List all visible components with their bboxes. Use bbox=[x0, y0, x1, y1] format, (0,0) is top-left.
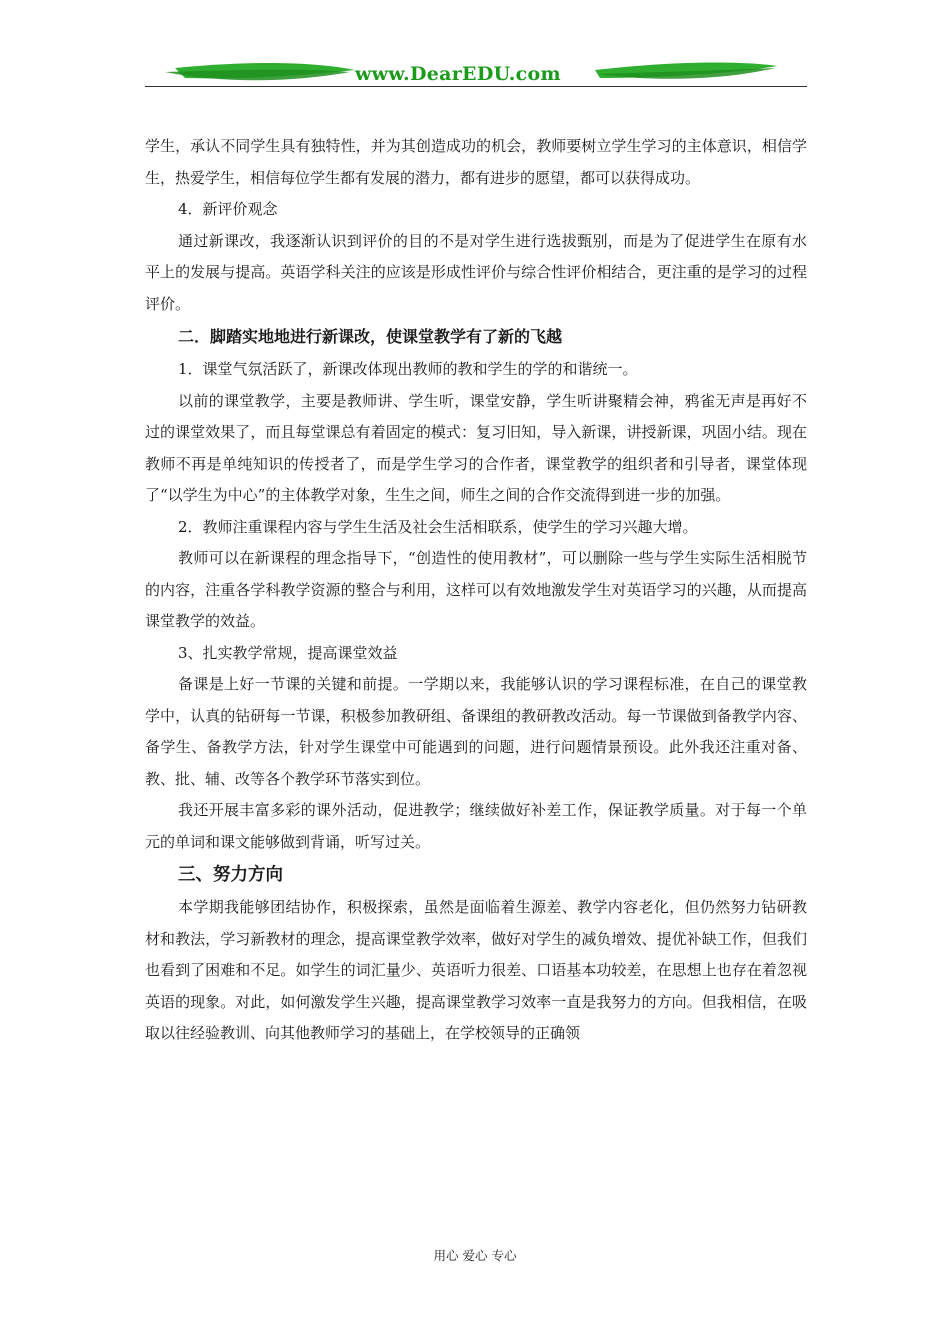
document-body bbox=[145, 131, 807, 1050]
body-paragraph: 教师可以在新课程的理念指导下，“创造性的使用教材”，可以删除一些与学生实际生活相脱节的内容，注重各学科教学资源的整合与利用，这样可以有效地激发学生对英语学习的兴趣，从而提高课堂教学的效益。 bbox=[145, 549, 807, 630]
section-heading: 二．脚踏实地地进行新课改，使课堂教学有了新的飞越 bbox=[178, 327, 563, 346]
subsection-title: 3、扎实教学常规，提高课堂效益 bbox=[178, 643, 398, 662]
subsection-title: 1．课堂气氛活跃了，新课改体现出教师的教和学生的学的和谐统一。 bbox=[178, 360, 638, 378]
body-paragraph: 学生，承认不同学生具有独特性，并为其创造成功的机会，教师要树立学生学习的主体意识，相信学生，热爱学生，相信每位学生都有发展的潜力，都有进步的愿望，都可以获得成功。 bbox=[145, 137, 807, 187]
page-footer: 用心 爱心 专心 bbox=[433, 1248, 517, 1263]
body-paragraph: 备课是上好一节课的关键和前提。一学期以来，我能够认识的学习课程标准，在自己的课堂教学中，认真的钻研每一节课，积极参加教研组、备课组的教研教改活动。每一节课做到备教学内容、备学生、备教学方法，针对学生课堂中可能遇到的问题，进行问题情景预设。此外我还注重对备、教、批、辅、改等各个教学环节落实到位。 bbox=[145, 675, 807, 788]
subsection-title: 2．教师注重课程内容与学生生活及社会生活相联系，使学生的学习兴趣大增。 bbox=[178, 517, 698, 536]
body-paragraph: 本学期我能够团结协作，积极探索，虽然是面临着生源差、教学内容老化，但仍然努力钻研教材和教法，学习新教材的理念，提高课堂教学效率，做好对学生的减负增效、提优补缺工作，但我们也看到了困难和不足。如学生的词汇量少、英语听力很差、口语基本功较差，在思想上也存在着忽视英语的现象。对此，如何激发学生兴趣，提高课堂教学习效率一直是我努力的方向。但我相信，在吸取以往经验教训、向其他教师学习的基础上，在学校领导的正确领 bbox=[145, 898, 807, 1042]
body-paragraph: 我还开展丰富多彩的课外活动，促进教学；继续做好补差工作，保证教学质量。对于每一个单元的单词和课文能够做到背诵，听写过关。 bbox=[145, 801, 807, 851]
body-paragraph: 以前的课堂教学，主要是教师讲、学生听，课堂安静，学生听讲聚精会神，鸦雀无声是再好不过的课堂效果了，而且每堂课总有着固定的模式：复习旧知，导入新课，讲授新课，巩固小结。现在教师不再是单纯知识的传授者了，而是学生学习的合作者，课堂教学的组织者和引导者，课堂体现了“以学生为中心”的主体教学对象，生生之间，师生之间的合作交流得到进一步的加强。 bbox=[145, 391, 807, 504]
section-heading: 三、努力方向 bbox=[178, 865, 283, 885]
subsection-title: 4．新评价观念 bbox=[178, 200, 278, 218]
site-logo-text: www.DearEDU.com bbox=[355, 63, 561, 85]
header-divider bbox=[145, 86, 807, 87]
body-paragraph: 通过新课改，我逐渐认识到评价的目的不是对学生进行选拔甄别，而是为了促进学生在原有水平上的发展与提高。英语学科关注的应该是形成性评价与综合性评价相结合，更注重的是学习的过程评价。 bbox=[145, 231, 807, 313]
